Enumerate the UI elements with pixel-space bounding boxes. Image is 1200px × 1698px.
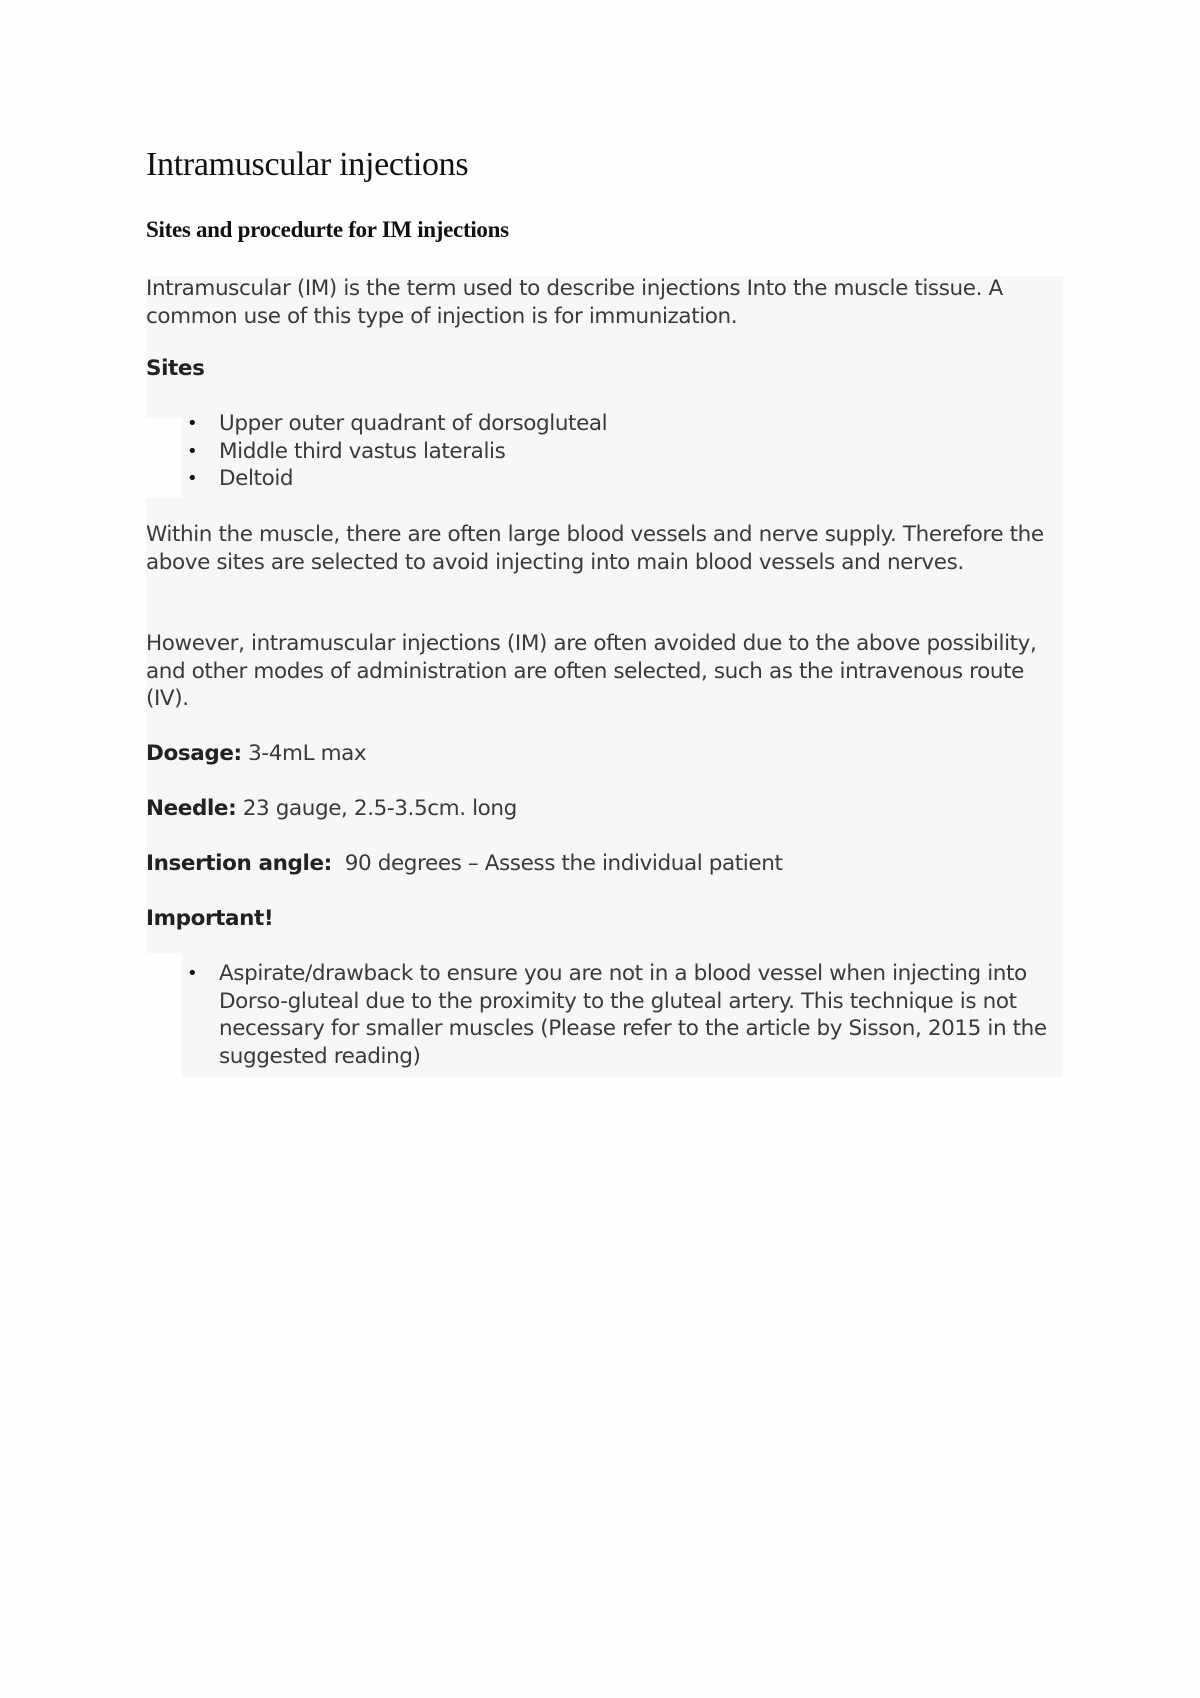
page-subtitle: Sites and procedurte for IM injections <box>146 217 509 242</box>
needle-line <box>146 795 1063 823</box>
important-list <box>182 960 1063 1070</box>
list-item-text: Middle third vastus lateralis <box>219 438 506 464</box>
list-item <box>182 410 1063 438</box>
page-title: Intramuscular injections <box>146 146 469 183</box>
insertion-angle-value: 90 degrees – Assess the individual patient <box>344 851 783 876</box>
within-paragraph: Within the muscle, there are often large blood vessels and nerve supply. Therefore the above sites are selected to avoid injecting into main blood vessels and nerves. <box>146 522 1044 575</box>
needle-label: Needle: <box>146 796 237 821</box>
bullet-icon: • <box>187 468 198 489</box>
important-heading: Important! <box>146 906 274 931</box>
needle-value: 23 gauge, 2.5-3.5cm. long <box>242 796 517 821</box>
list-item-text: Deltoid <box>219 466 294 491</box>
list-item-text: Aspirate/drawback to ensure you are not in a blood vessel when injecting into Dorso-gluteal due to the proximity to the gluteal artery. This technique is not necessary for smaller muscles (Please refer to the article by Sisson, 2015 in the suggested reading) <box>219 961 1047 1069</box>
list-item <box>182 465 1063 493</box>
list-item <box>182 438 1063 466</box>
however-paragraph: However, intramuscular injections (IM) are often avoided due to the above possibility, and other modes of administration are often selected, such as the intravenous route (IV). <box>146 631 1037 711</box>
dosage-value: 3-4mL max <box>248 741 367 766</box>
bullet-icon: • <box>187 440 198 462</box>
sites-list <box>182 410 1063 493</box>
bullet-icon: • <box>187 413 198 434</box>
sites-heading: Sites <box>146 356 205 381</box>
dosage-label: Dosage: <box>146 741 242 766</box>
insertion-angle-label: Insertion angle: <box>146 851 332 876</box>
insertion-angle-line <box>146 850 1063 878</box>
list-item <box>182 960 1063 1070</box>
bullet-icon: • <box>187 963 198 984</box>
list-item-text: Upper outer quadrant of dorsogluteal <box>219 411 608 436</box>
dosage-line <box>146 740 1063 768</box>
intro-paragraph: Intramuscular (IM) is the term used to describe injections Into the muscle tissue. A common use of this type of injection is for immunization. <box>146 276 1003 329</box>
